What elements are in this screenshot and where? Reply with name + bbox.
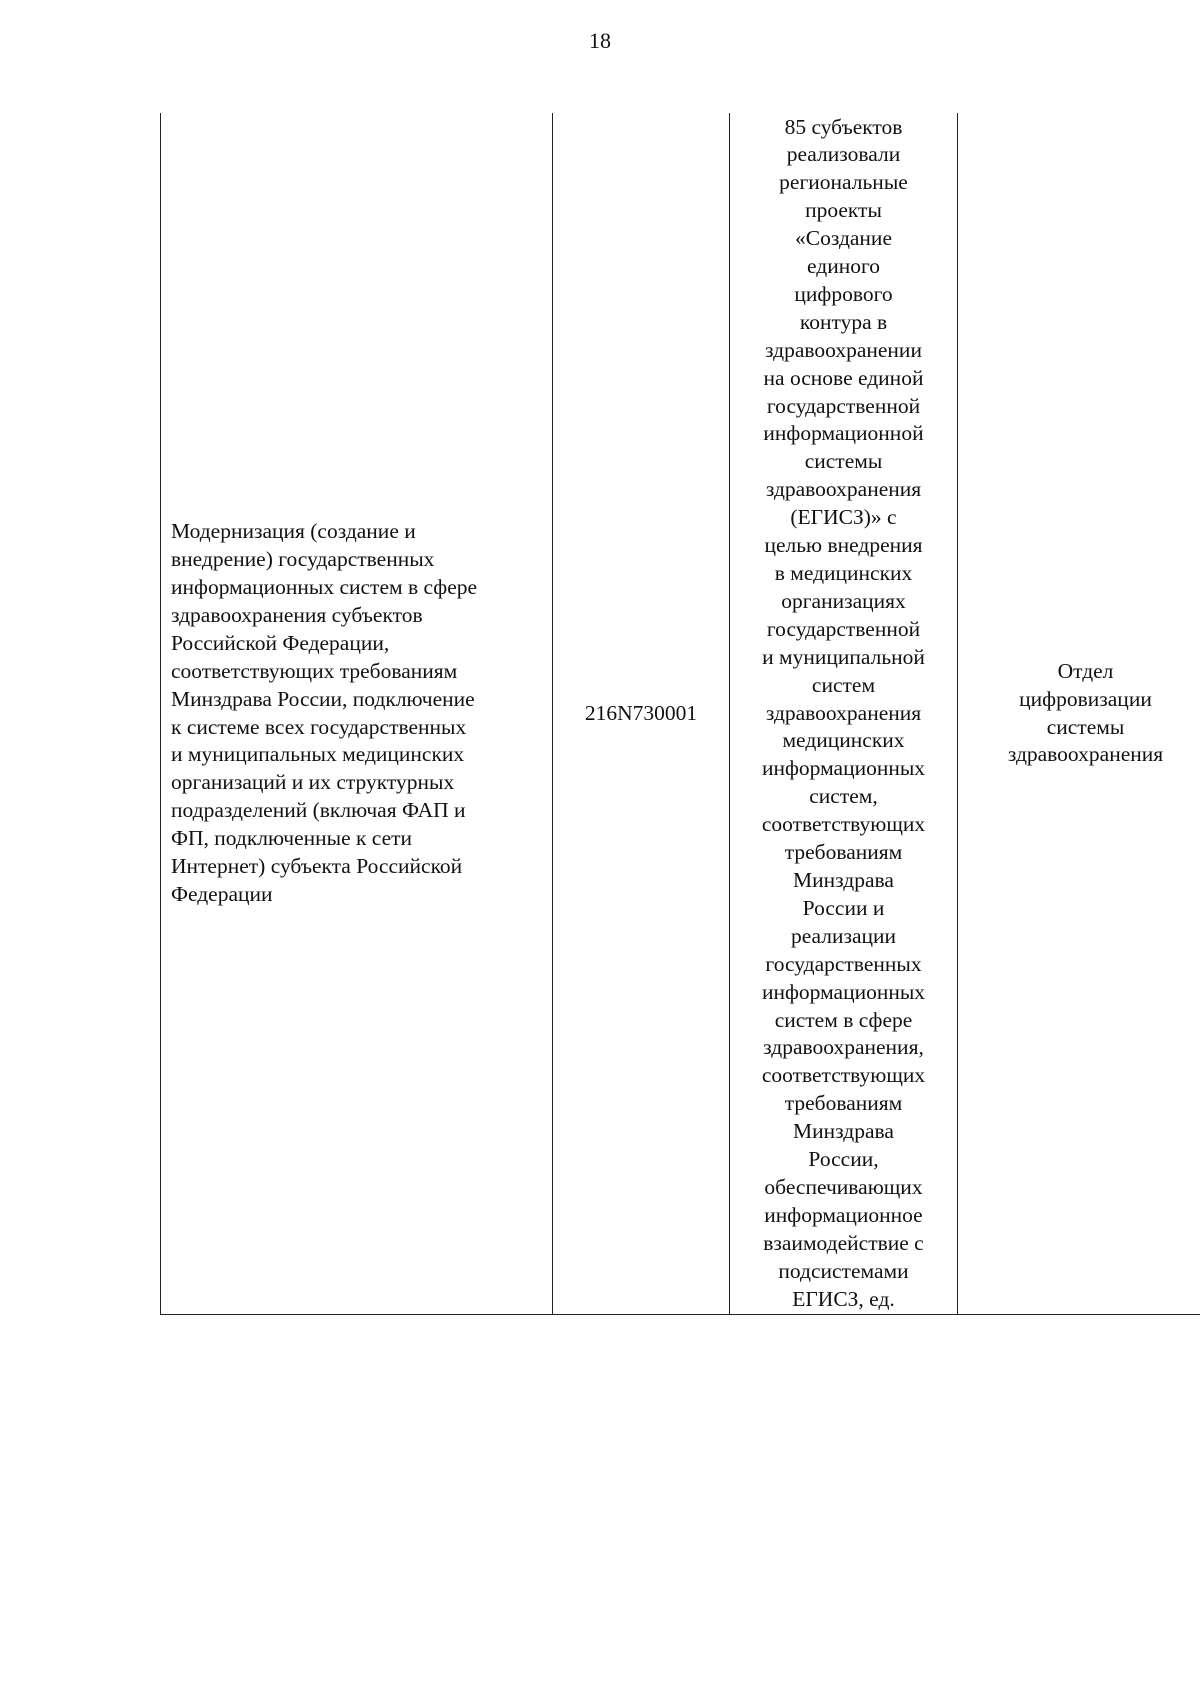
document-table-container xyxy=(160,113,1164,1315)
responsible-text: Отдел цифровизации системы здравоохранения xyxy=(1007,658,1164,767)
responsible-cell xyxy=(958,113,1200,1315)
activity-cell xyxy=(161,113,553,1315)
page-number: 18 xyxy=(589,28,611,53)
code-text: 216N730001 xyxy=(584,700,698,725)
indicator-text: 85 субъектов реализовали региональные проекты «Создание единого цифрового контура в здравоохранении на основе единой государственной информационной системы здравоохранения (ЕГИСЗ)» с целью внедрения в медицинских организациях государственной и муниципальной систем здравоохранения медицинских информационных систем, соответствующих требованиям Минздрава России и реализации государственных информационных систем в сфере здравоохранения, соответствующих требованиям Минздрава России, обеспечивающих информационное взаимодействие с подсистемами ЕГИСЗ, ед. xyxy=(761,114,926,1311)
activity-text: Модернизация (создание и внедрение) государственных информационных систем в сфере здравоохранения субъектов Российской Федерации, соответствующих требованиям Минздрава России, подключение к системе всех государственных и муниципальных медицинских организаций и их структурных подразделений (включая ФАП и ФП, подключенные к сети Интернет) субъекта Российской Федерации xyxy=(171,519,478,906)
indicator-cell xyxy=(730,113,958,1315)
document-table xyxy=(160,113,1200,1315)
table-row xyxy=(161,113,1200,1315)
code-cell xyxy=(553,113,730,1315)
